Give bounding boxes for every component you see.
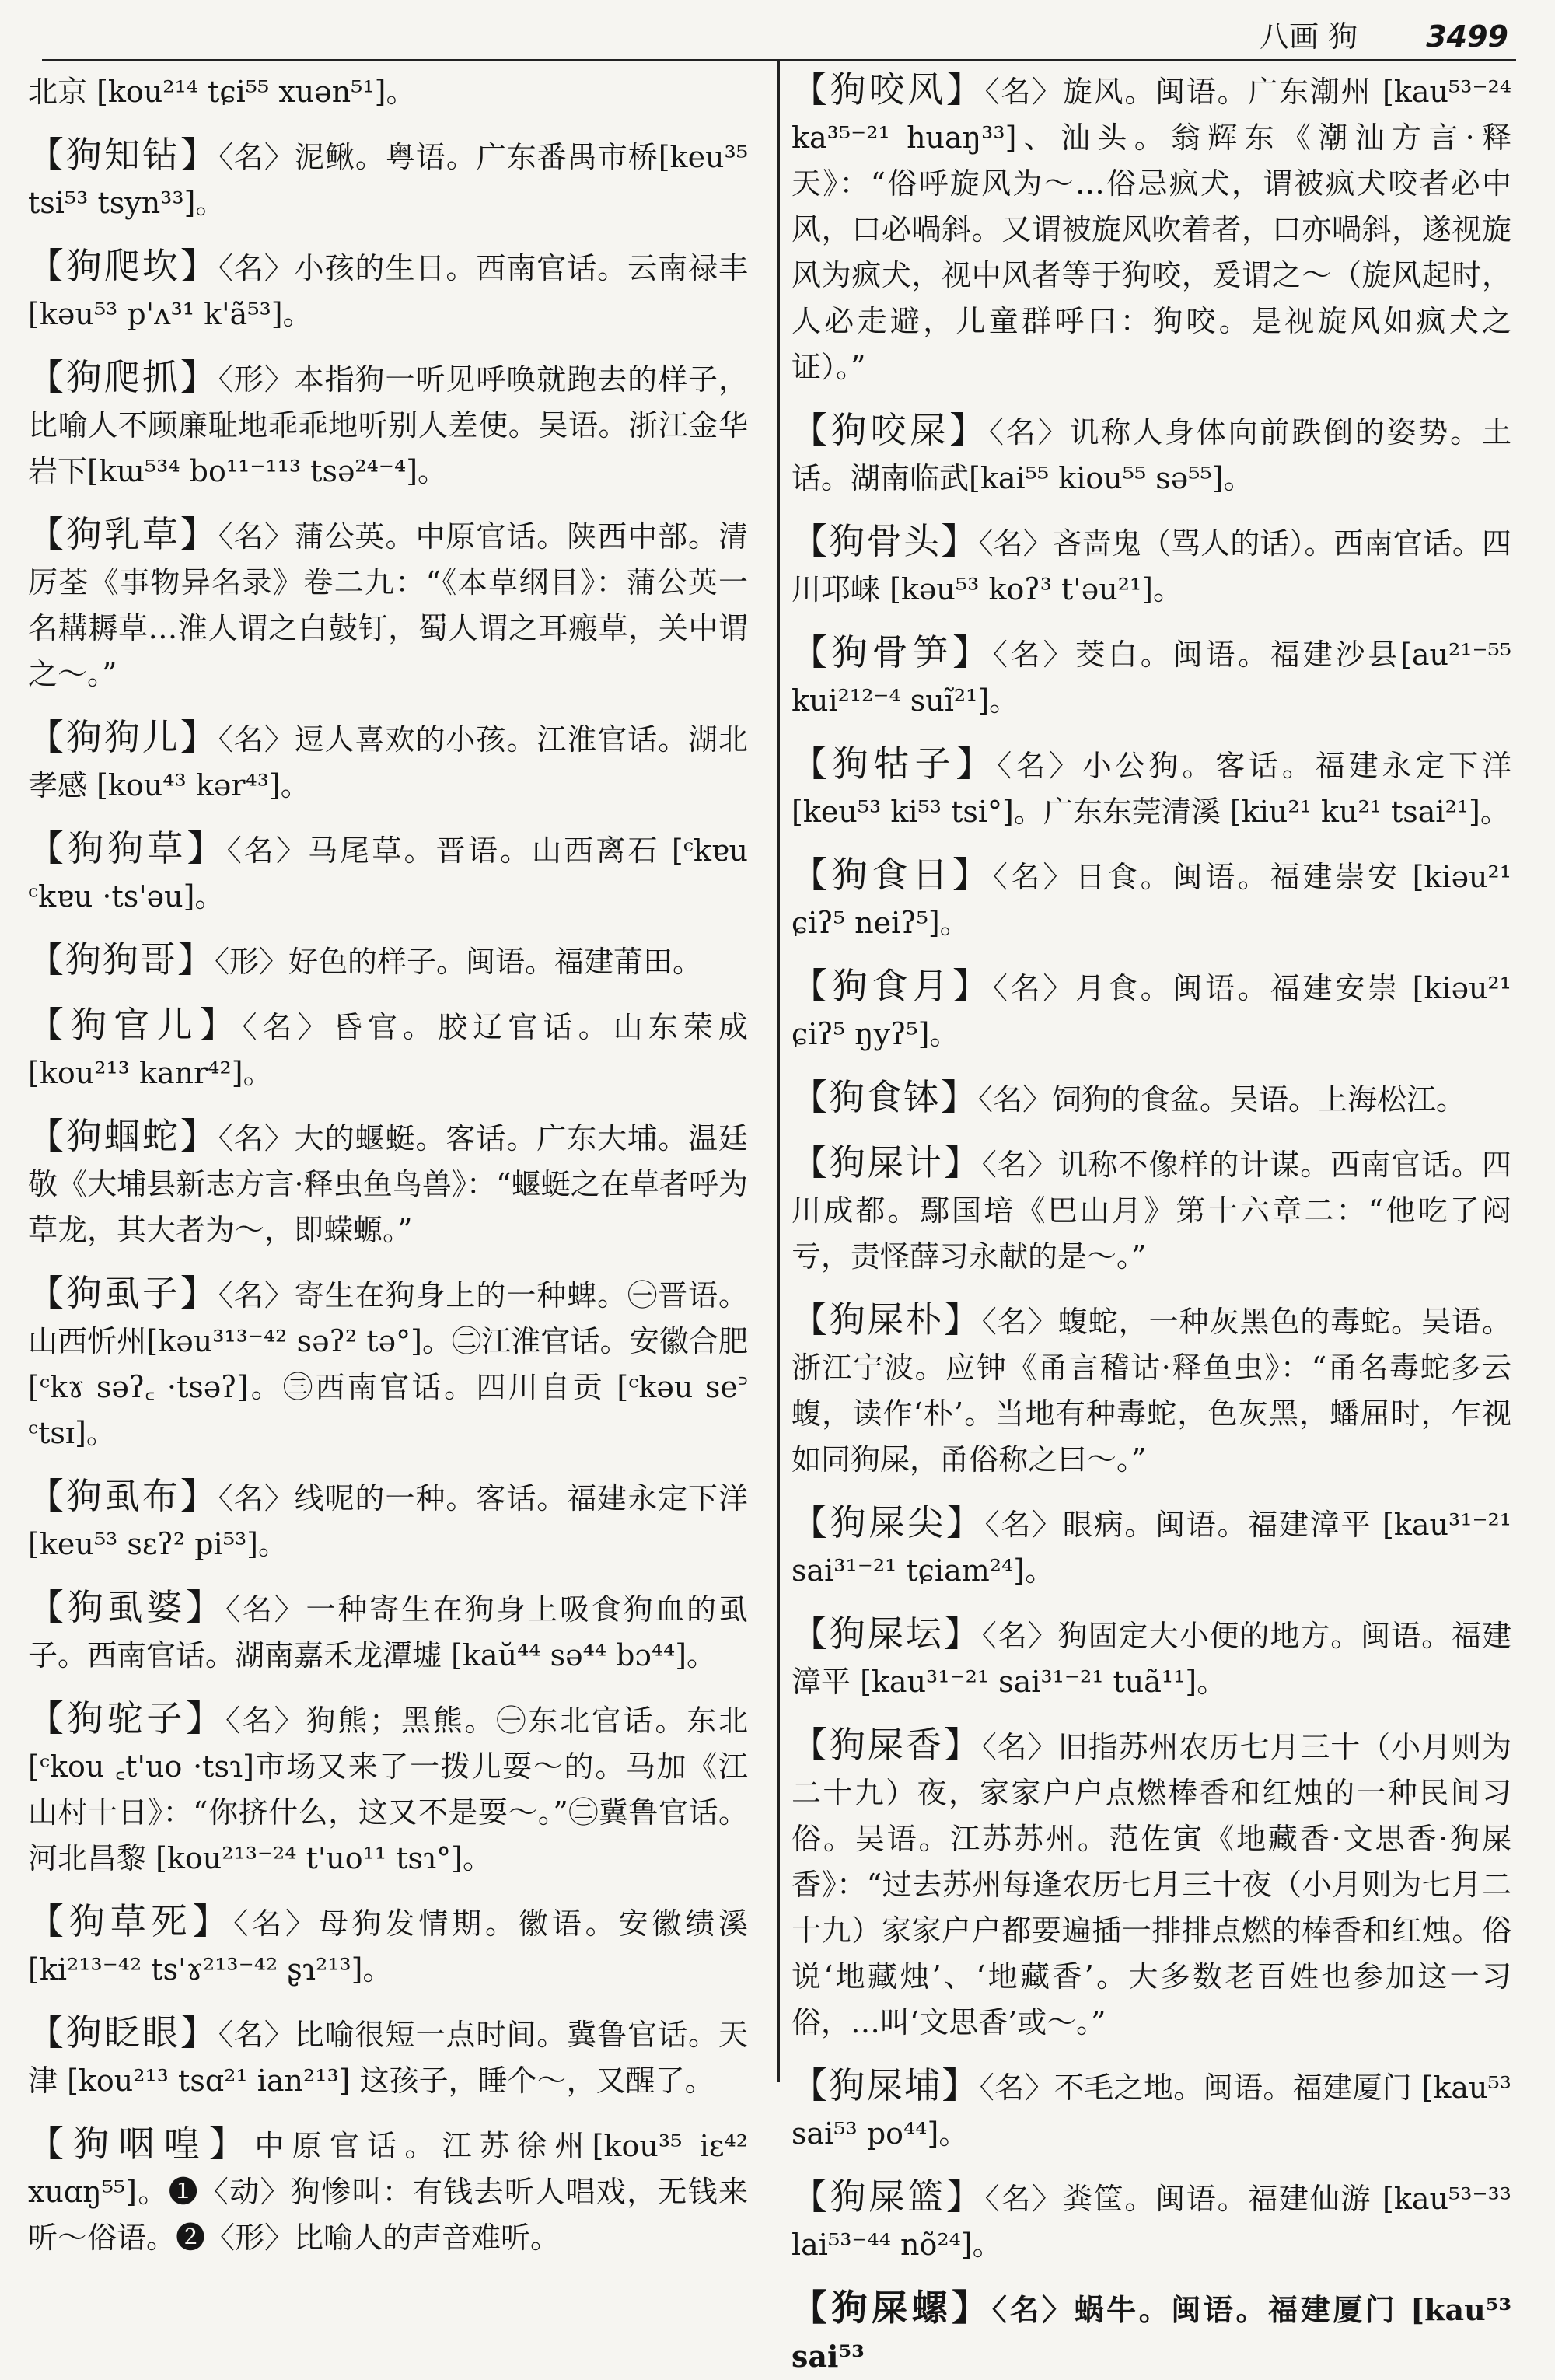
- entry-headword: 【狗屎朴】: [791, 1298, 982, 1340]
- entry-headword: 【狗屎香】: [791, 1724, 982, 1766]
- entry-definition: 〈名〉日食。闽语。福建崇安 [kiəu²¹ ɕiʔ⁵ neiʔ⁵]。: [791, 860, 1511, 940]
- dictionary-entry: [28, 243, 748, 337]
- dictionary-entry: [791, 1140, 1511, 1280]
- entry-headword: 【狗狗草】: [28, 827, 227, 869]
- entry-headword: 【狗驼子】: [28, 1697, 226, 1739]
- entry-definition: 〈名〉母狗发情期。徽语。安徽绩溪[ki²¹³⁻⁴² ts'ɤ²¹³⁻⁴² ʂɿ²¹³]。: [28, 1906, 748, 1987]
- entry-definition: 北京 [kou²¹⁴ tɕi⁵⁵ xuən⁵¹]。: [28, 75, 416, 109]
- entry-headword: 【狗屎篮】: [791, 2176, 985, 2217]
- entry-headword: 【狗屎埔】: [791, 2064, 980, 2106]
- dictionary-entry: [791, 852, 1511, 946]
- dictionary-entry: [28, 355, 748, 495]
- entry-headword: 【狗骨头】: [791, 520, 979, 562]
- entry-headword: 【狗虱子】: [28, 1272, 218, 1314]
- entry-definition: 〈名〉大的蝘蜓。客话。广东大埔。温廷敬《大埔县新志方言·释虫鱼鸟兽》：“蝘蜓之在草者呼为草龙，其大者为～，即蝾螈。”: [28, 1121, 748, 1247]
- entry-definition: 〈名〉茭白。闽语。福建沙县[au²¹⁻⁵⁵ kui²¹²⁻⁴ suĩ²¹]。: [791, 638, 1511, 718]
- entry-definition: 〈名〉不毛之地。闽语。福建厦门 [kau⁵³ sai⁵³ po⁴⁴]。: [791, 2071, 1511, 2151]
- dictionary-entry: [791, 407, 1511, 502]
- dictionary-entry: [791, 1722, 1511, 2046]
- entry-headword: 【狗草死】: [28, 1900, 234, 1942]
- entry-definition: 〈名〉讥称不像样的计谋。西南官话。四川成都。鄢国培《巴山月》第十六章二：“他吃了闷亏，责怪薛习永献的是～。”: [791, 1148, 1511, 1274]
- dictionary-entry: [791, 1611, 1511, 1705]
- dictionary-entry: [791, 1297, 1511, 1483]
- entry-headword: 【狗虱布】: [28, 1475, 218, 1517]
- entry-definition: 〈名〉粪筐。闽语。福建仙游 [kau⁵³⁻³³ lai⁵³⁻⁴⁴ nõ²⁴]。: [791, 2182, 1511, 2262]
- page-header: [1260, 12, 1508, 54]
- entry-definition: 〈名〉旧指苏州农历七月三十（小月则为二十九）夜，家家户户点燃棒香和红烛的一种民间习俗。吴语。江苏苏州。范佐寅《地藏香·文思香·狗屎香》：“过去苏州每逢农历七月三十夜（小月则为七月二十九）家家户户都要遍插一排排点燃的棒香和红烛。俗说‘地藏烛’、‘地藏香’。大多数老百姓也参加这一习俗，…叫‘文思香’或～。”: [791, 1730, 1511, 2039]
- dictionary-entry: [28, 512, 748, 697]
- entry-headword: 【狗眨眼】: [28, 2011, 218, 2053]
- dictionary-entry: [28, 132, 748, 226]
- entry-headword: 【狗咬风】: [791, 68, 985, 110]
- entry-definition: 〈名〉逗人喜欢的小孩。江淮官话。湖北孝感 [kou⁴³ kər⁴³]。: [28, 722, 748, 802]
- entry-definition: 〈名〉狗熊；黑熊。㊀东北官话。东北 [ᶜkou ꜀t'uo ·tsɿ]市场又来了一拨儿耍～的。马加《江山村十日》：“你挤什么，这又不是耍～。”㊁冀鲁官话。河北昌黎 [kou²¹³⁻²⁴ t'uo¹¹ tsɿ°]。: [28, 1704, 748, 1875]
- entry-headword: 【狗屎尖】: [791, 1501, 985, 1543]
- dictionary-entry: [791, 2174, 1511, 2268]
- dictionary-entry: [28, 67, 748, 115]
- entry-definition: 〈名〉吝啬鬼（骂人的话）。西南官话。四川邛崃 [kəu⁵³ koʔ³ t'əu²¹]。: [791, 526, 1511, 606]
- entry-headword: 【狗食日】: [791, 854, 993, 896]
- entry-definition: 中原官话。江苏徐州[kou³⁵ iɛ⁴² xuɑŋ⁵⁵]。❶〈动〉狗惨叫：有钱去听人唱戏，无钱来听～俗语。❷〈形〉比喻人的声音难听。: [28, 2129, 748, 2255]
- entry-headword: 【狗知钻】: [28, 134, 218, 176]
- dictionary-entry: [791, 1500, 1511, 1594]
- entry-definition: 〈形〉本指狗一听见呼唤就跑去的样子，比喻人不顾廉耻地乖乖地听别人差使。吴语。浙江金华岩下[kɯ⁵³⁴ bo¹¹⁻¹¹³ tsə²⁴⁻⁴]。: [28, 362, 748, 488]
- entry-headword: 【狗咬屎】: [791, 409, 990, 451]
- right-column: [791, 67, 1511, 2374]
- dictionary-entry: [791, 67, 1511, 390]
- entry-definition: 〈名〉马尾草。晋语。山西离石 [ᶜkɐu ᶜkɐu ·ts'əu]。: [28, 834, 749, 914]
- entry-headword: 【狗狗哥】: [28, 938, 215, 980]
- entry-headword: 【狗牯子】: [791, 743, 998, 785]
- dictionary-entry: [791, 1075, 1511, 1123]
- entry-headword: 【狗爬坎】: [28, 245, 218, 287]
- page-number: 3499: [1426, 19, 1508, 54]
- entry-definition: 〈名〉月食。闽语。福建安崇 [kiəu²¹ ɕiʔ⁵ ŋyʔ⁵]。: [791, 971, 1511, 1051]
- dictionary-entry: [28, 1696, 748, 1882]
- dictionary-entry: [28, 937, 748, 985]
- dictionary-entry: [28, 1113, 748, 1253]
- entry-definition: 〈名〉昏官。胶辽官话。山东荣成 [kou²¹³ kanr⁴²]。: [28, 1010, 748, 1090]
- entry-headword: 【狗乳草】: [28, 513, 218, 555]
- entry-definition: 〈名〉线呢的一种。客话。福建永定下洋 [keu⁵³ sɛʔ² pi⁵³]。: [28, 1481, 748, 1561]
- dictionary-entry: [28, 1270, 748, 1456]
- entry-definition: 〈名〉饲狗的食盆。吴语。上海松江。: [978, 1082, 1466, 1117]
- dictionary-entry: [791, 2063, 1511, 2157]
- entry-definition: 〈名〉眼病。闽语。福建漳平 [kau³¹⁻²¹ sai³¹⁻²¹ tɕiam²⁴]。: [791, 1508, 1511, 1588]
- entry-definition: 〈名〉讥称人身体向前跌倒的姿势。土话。湖南临武[kai⁵⁵ kiou⁵⁵ sə⁵⁵]。: [791, 415, 1511, 495]
- dictionary-entry: [791, 519, 1511, 613]
- entry-headword: 【狗爬抓】: [28, 356, 218, 398]
- dictionary-entry: [791, 963, 1511, 1057]
- dictionary-entry: [28, 2010, 748, 2104]
- dictionary-entry: [28, 1473, 748, 1567]
- entry-definition: 〈名〉比喻很短一点时间。冀鲁官话。天津 [kou²¹³ tsɑ²¹ ian²¹³] 这孩子，睡个～，又醒了。: [28, 2018, 748, 2098]
- entry-headword: 【狗咽喤】: [28, 2123, 255, 2165]
- section-heading: 八画 狗: [1260, 19, 1358, 54]
- entry-definition: 〈名〉蝮蛇，一种灰黑色的毒蛇。吴语。浙江宁波。应钟《甬言稽诂·释鱼虫》：“甬名毒蛇多云蝮，读作‘朴’。当地有种毒蛇，色灰黑，蟠屈时，乍视如同狗屎，甬俗称之曰～。”: [791, 1305, 1511, 1477]
- dictionary-entry: [28, 2121, 748, 2261]
- entry-headword: 【狗食钵】: [791, 1076, 978, 1118]
- dictionary-entry: [28, 826, 748, 920]
- entry-definition: 〈名〉一种寄生在狗身上吸食狗血的虱子。西南官话。湖南嘉禾龙潭墟 [kaŭ⁴⁴ sə⁴⁴ bɔ⁴⁴]。: [28, 1592, 748, 1672]
- entry-headword: 【狗骨笋】: [791, 631, 993, 673]
- dictionary-entry: [28, 1899, 748, 1993]
- dictionary-entry: [791, 2285, 1511, 2380]
- entry-definition: 〈名〉狗固定大小便的地方。闽语。福建漳平 [kau³¹⁻²¹ sai³¹⁻²¹ tuã¹¹]。: [791, 1619, 1511, 1699]
- dictionary-entry: [28, 1002, 748, 1096]
- entry-definition: 〈名〉寄生在狗身上的一种蜱。㊀晋语。山西忻州[kəu³¹³⁻⁴² səʔ² tə°]。㊁江淮官话。安徽合肥[ᶜkɤ səʔ꜀ ·tsəʔ]。㊂西南官话。四川自贡 [ᶜkəu se꜄ ᶜtsɪ]。: [28, 1278, 748, 1450]
- column-divider: [778, 61, 780, 2082]
- entry-definition: 〈名〉蜗牛。闽语。福建厦门 [kau⁵³ sai⁵³: [791, 2292, 1511, 2374]
- left-column: [28, 67, 749, 2255]
- entry-definition: 〈名〉蒲公英。中原官话。陕西中部。清厉荃《事物异名录》卷二九：“《本草纲目》：蒲公英一名耩耨草…淮人谓之白鼓钉，蜀人谓之耳瘢草，关中谓之～。”: [28, 519, 748, 691]
- entry-headword: 【狗屎螺】: [791, 2287, 992, 2329]
- entry-definition: 〈形〉好色的样子。闽语。福建莆田。: [215, 945, 703, 979]
- entry-definition: 〈名〉小孩的生日。西南官话。云南禄丰 [kəu⁵³ p'ʌ³¹ k'ã⁵³]。: [28, 251, 748, 331]
- entry-headword: 【狗屎计】: [791, 1141, 982, 1183]
- dictionary-entry: [28, 1585, 748, 1679]
- entry-definition: 〈名〉小公狗。客话。福建永定下洋 [keu⁵³ ki⁵³ tsi°]。广东东莞清溪 [kiu²¹ ku²¹ tsai²¹]。: [791, 749, 1511, 829]
- entry-headword: 【狗狗儿】: [28, 716, 218, 758]
- entry-headword: 【狗虱婆】: [28, 1586, 226, 1628]
- dictionary-entry: [791, 741, 1511, 835]
- entry-headword: 【狗食月】: [791, 965, 993, 1007]
- entry-headword: 【狗蝈蛇】: [28, 1115, 218, 1157]
- entry-headword: 【狗官儿】: [28, 1004, 243, 1046]
- entry-headword: 【狗屎坛】: [791, 1613, 982, 1655]
- dictionary-entry: [28, 715, 748, 809]
- entry-definition: 〈名〉旋风。闽语。广东潮州 [kau⁵³⁻²⁴ ka³⁵⁻²¹ huaŋ³³]、汕头。翁辉东《潮汕方言·释天》：“俗呼旋风为～…俗忌疯犬，谓被疯犬咬者必中风，口必喎斜。又谓被旋风吹着者，口亦喎斜，遂视旋风为疯犬，视中风者等于狗咬，爰谓之～（旋风起时，人必走避，儿童群呼曰：狗咬。是视旋风如疯犬之证）。”: [791, 75, 1511, 384]
- entry-definition: 〈名〉泥鳅。粤语。广东番禺市桥[keu³⁵ tsi⁵³ tsyn³³]。: [28, 140, 748, 220]
- dictionary-entry: [791, 630, 1511, 724]
